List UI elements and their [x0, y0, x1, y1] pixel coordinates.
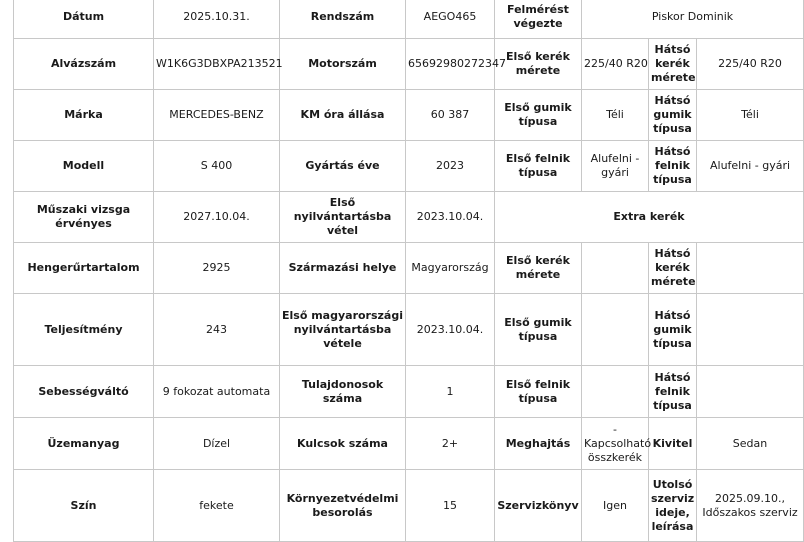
- table-row: [14, 243, 804, 294]
- table-row: [14, 192, 804, 243]
- cell-label-tulajdonosok: Tulajdonosok száma: [280, 366, 406, 418]
- table-row: [14, 0, 804, 39]
- cell-value-szarmazas: Magyarország: [406, 243, 495, 294]
- cell-label-felmeres: Felmérést végezte: [495, 0, 582, 39]
- cell-value-extra-hatso-felni: [697, 366, 804, 418]
- cell-value-muszaki: 2027.10.04.: [154, 192, 280, 243]
- cell-label-extra-elso-kerek: Első kerék mérete: [495, 243, 582, 294]
- cell-value-extra-hatso-gumi: [697, 294, 804, 366]
- cell-value-motorszam: 65692980272347: [406, 39, 495, 90]
- cell-value-marka: MERCEDES-BENZ: [154, 90, 280, 141]
- cell-label-km: KM óra állása: [280, 90, 406, 141]
- cell-value-hatso-kerek: 225/40 R20: [697, 39, 804, 90]
- cell-value-modell: S 400: [154, 141, 280, 192]
- cell-label-uzemanyag: Üzemanyag: [14, 418, 154, 470]
- table-row: [14, 294, 804, 366]
- cell-label-extra-hatso-felni: Hátsó felnik típusa: [649, 366, 697, 418]
- cell-label-szervizkonyv: Szervizkönyv: [495, 470, 582, 542]
- cell-value-mo-nyilv: 2023.10.04.: [406, 294, 495, 366]
- table-row: [14, 470, 804, 542]
- cell-value-extra-hatso-kerek: [697, 243, 804, 294]
- cell-value-alvazszam: W1K6G3DBXPA213521: [154, 39, 280, 90]
- cell-label-szin: Szín: [14, 470, 154, 542]
- cell-value-teljesitmeny: 243: [154, 294, 280, 366]
- cell-label-elso-nyilv: Első nyilvántartásba vétel: [280, 192, 406, 243]
- cell-label-extra-hatso-gumi: Hátsó gumik típusa: [649, 294, 697, 366]
- cell-label-kulcsok: Kulcsok száma: [280, 418, 406, 470]
- cell-value-tulajdonosok: 1: [406, 366, 495, 418]
- cell-label-hatso-kerek: Hátsó kerék mérete: [649, 39, 697, 90]
- cell-label-kornyezetvedelmi: Környezetvédelmi besorolás: [280, 470, 406, 542]
- cell-label-teljesitmeny: Teljesítmény: [14, 294, 154, 366]
- cell-value-hatso-felni: Alufelni - gyári: [697, 141, 804, 192]
- cell-value-rendszam: AEGO465: [406, 0, 495, 39]
- cell-label-hatso-gumi: Hátsó gumik típusa: [649, 90, 697, 141]
- cell-value-uzemanyag: Dízel: [154, 418, 280, 470]
- cell-label-datum: Dátum: [14, 0, 154, 39]
- cell-label-hatso-felni: Hátsó felnik típusa: [649, 141, 697, 192]
- cell-label-motorszam: Motorszám: [280, 39, 406, 90]
- cell-label-elso-gumi: Első gumik típusa: [495, 90, 582, 141]
- cell-value-sebessegvalto: 9 fokozat automata: [154, 366, 280, 418]
- cell-label-extra-kerek: Extra kerék: [495, 192, 804, 243]
- cell-label-marka: Márka: [14, 90, 154, 141]
- cell-value-utolso-szerviz: 2025.09.10., Időszakos szerviz: [697, 470, 804, 542]
- cell-label-meghajtas: Meghajtás: [495, 418, 582, 470]
- cell-label-henger: Hengerűrtartalom: [14, 243, 154, 294]
- cell-value-gyartas: 2023: [406, 141, 495, 192]
- cell-label-utolso-szerviz: Utolsó szerviz ideje, leírása: [649, 470, 697, 542]
- cell-label-extra-elso-gumi: Első gumik típusa: [495, 294, 582, 366]
- cell-value-extra-elso-gumi: [582, 294, 649, 366]
- cell-label-extra-elso-felni: Első felnik típusa: [495, 366, 582, 418]
- cell-label-sebessegvalto: Sebességváltó: [14, 366, 154, 418]
- cell-value-elso-felni: Alufelni - gyári: [582, 141, 649, 192]
- table-row: [14, 90, 804, 141]
- cell-label-kivitel: Kivitel: [649, 418, 697, 470]
- cell-value-elso-nyilv: 2023.10.04.: [406, 192, 495, 243]
- cell-label-elso-felni: Első felnik típusa: [495, 141, 582, 192]
- cell-label-extra-hatso-kerek: Hátsó kerék mérete: [649, 243, 697, 294]
- cell-label-szarmazas: Származási helye: [280, 243, 406, 294]
- cell-value-meghajtas: - Kapcsolható összkerék: [582, 418, 649, 470]
- cell-label-mo-nyilv: Első magyarországi nyilvántartásba vétele: [280, 294, 406, 366]
- cell-label-rendszam: Rendszám: [280, 0, 406, 39]
- cell-value-kornyezetvedelmi: 15: [406, 470, 495, 542]
- cell-value-datum: 2025.10.31.: [154, 0, 280, 39]
- cell-value-henger: 2925: [154, 243, 280, 294]
- cell-value-elso-kerek: 225/40 R20: [582, 39, 649, 90]
- cell-label-alvazszam: Alvázszám: [14, 39, 154, 90]
- table-row: [14, 39, 804, 90]
- cell-value-extra-elso-felni: [582, 366, 649, 418]
- cell-label-modell: Modell: [14, 141, 154, 192]
- cell-value-km: 60 387: [406, 90, 495, 141]
- cell-value-kivitel: Sedan: [697, 418, 804, 470]
- cell-value-elso-gumi: Téli: [582, 90, 649, 141]
- cell-value-szin: fekete: [154, 470, 280, 542]
- cell-value-szervizkonyv: Igen: [582, 470, 649, 542]
- cell-value-kulcsok: 2+: [406, 418, 495, 470]
- vehicle-data-table: [13, 0, 804, 542]
- cell-value-extra-elso-kerek: [582, 243, 649, 294]
- table-row: [14, 141, 804, 192]
- cell-label-gyartas: Gyártás éve: [280, 141, 406, 192]
- cell-label-elso-kerek: Első kerék mérete: [495, 39, 582, 90]
- table-row: [14, 418, 804, 470]
- table-row: [14, 366, 804, 418]
- cell-label-muszaki: Műszaki vizsga érvényes: [14, 192, 154, 243]
- cell-value-felmeres: Piskor Dominik: [582, 0, 804, 39]
- cell-value-hatso-gumi: Téli: [697, 90, 804, 141]
